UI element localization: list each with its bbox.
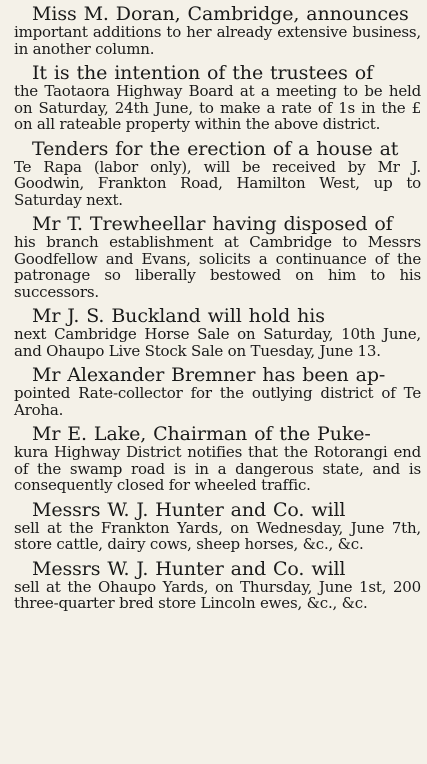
news-item-hunter-ohaupo	[14, 559, 421, 612]
news-item-hunter-frankton	[14, 500, 421, 553]
news-item-body: sell at the Ohaupo Yards, on Thursday, June 1st, 200 three-quarter bred store Lincoln ewes, &c., &c.	[14, 577, 421, 612]
news-item-doran	[14, 4, 421, 57]
news-item-body: the Taotaora Highway Board at a meeting to be held on Saturday, 24th June, to make a rate of 1s in the £ on all rateable property within the above district.	[14, 82, 421, 133]
news-item-body: pointed Rate-collector for the outlying district of Te Aroha.	[14, 384, 421, 419]
news-item-bremner	[14, 365, 421, 418]
news-item-lead: Mr E. Lake, Chairman of the Puke-	[32, 423, 371, 445]
news-item-body: important additions to her already extensive business, in another column.	[14, 23, 421, 58]
news-item-lead: It is the intention of the trustees of	[32, 62, 374, 84]
news-item-lead: Mr Alexander Bremner has been ap-	[32, 364, 386, 386]
news-item-tenders	[14, 139, 421, 209]
news-item-body: next Cambridge Horse Sale on Saturday, 10th June, and Ohaupo Live Stock Sale on Tuesday, June 13.	[14, 325, 421, 360]
news-item-lake	[14, 424, 421, 494]
news-item-highway-board	[14, 63, 421, 133]
news-item-body: his branch establishment at Cambridge to Messrs Goodfellow and Evans, solicits a continuance of the patronage so liberally bestowed on him to his successors.	[14, 233, 421, 301]
news-item-buckland	[14, 306, 421, 359]
news-item-lead: Messrs W. J. Hunter and Co. will	[32, 557, 346, 580]
news-item-lead: Messrs W. J. Hunter and Co. will	[32, 498, 346, 521]
news-item-body: Te Rapa (labor only), will be received by Mr J. Goodwin, Frankton Road, Hamilton West, up to Saturday next.	[14, 157, 421, 209]
news-item-body: kura Highway District notifies that the Rotorangi end of the swamp road is in a dangerous state, and is consequently closed for wheeled traffic.	[14, 443, 421, 494]
news-item-trewheellar	[14, 214, 421, 300]
news-item-lead: Miss M. Doran, Cambridge, announces	[32, 3, 409, 25]
news-item-body: sell at the Frankton Yards, on Wednesday, June 7th, store cattle, dairy cows, sheep horses, &c., &c.	[14, 518, 421, 553]
news-item-lead: Mr J. S. Buckland will hold his	[32, 305, 325, 327]
news-item-lead: Tenders for the erection of a house at	[32, 137, 399, 160]
news-item-lead: Mr T. Trewheellar having disposed of	[32, 213, 393, 235]
